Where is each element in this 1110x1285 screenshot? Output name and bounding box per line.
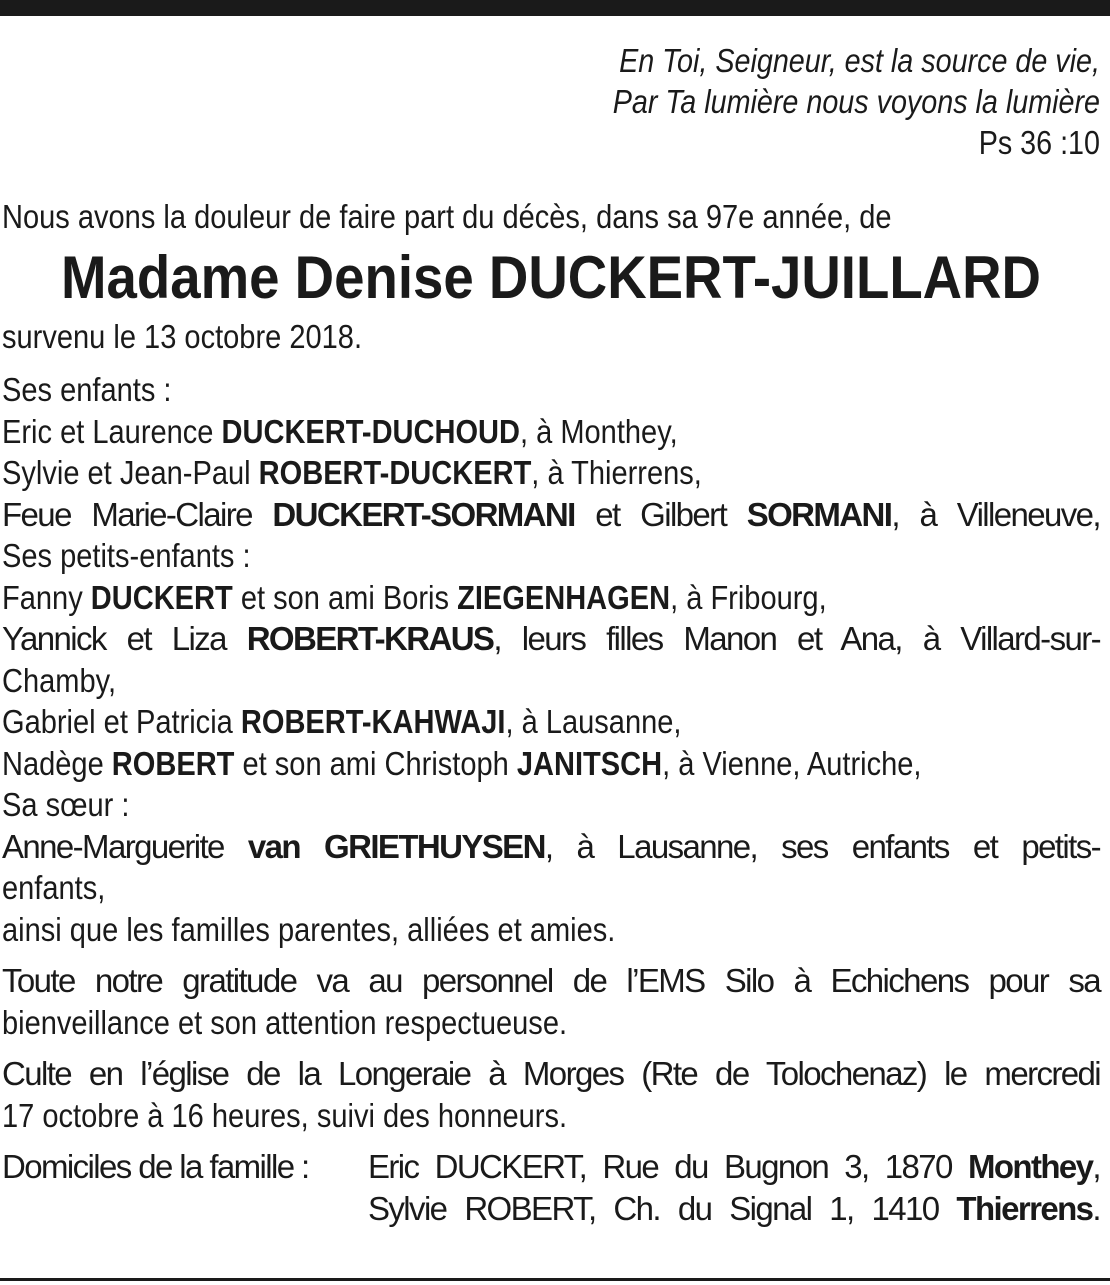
family-row: Fanny DUCKERT et son ami Boris ZIEGENHAGEN, à Fribourg, <box>2 578 827 616</box>
gratitude-line-2: bienveillance et son attention respectueuse. <box>2 1003 568 1041</box>
family-row-continuation: Chamby, <box>2 661 117 699</box>
obituary-notice <box>2 40 1100 1229</box>
family-row-continuation: enfants, <box>2 869 106 906</box>
bottom-rule <box>0 1278 1110 1281</box>
domiciles-label: Domiciles de la famille : <box>2 1148 309 1185</box>
verse-reference: Ps 36 :10 <box>978 124 1100 161</box>
grandchildren-heading: Ses petits-enfants : <box>2 537 251 574</box>
family-domiciles <box>2 1146 1100 1229</box>
top-rule <box>0 0 1110 16</box>
verse-line-1: En Toi, Seigneur, est la source de vie, <box>619 42 1100 79</box>
domicile-address: Sylvie ROBERT, Ch. du Signal 1, 1410 Thierrens. <box>368 1189 1100 1227</box>
family-row: Gabriel et Patricia ROBERT-KAHWAJI, à Lausanne, <box>2 703 682 740</box>
service-line-2: 17 octobre à 16 heures, suivi des honneurs. <box>2 1096 568 1134</box>
families-line: ainsi que les familles parentes, alliées et amies. <box>2 910 616 948</box>
deceased-name: Madame Denise DUCKERT-JUILLARD <box>61 243 1041 311</box>
children-heading: Ses enfants : <box>2 371 172 408</box>
domicile-address: Eric DUCKERT, Rue du Bugnon 3, 1870 Monthey, <box>368 1148 1100 1185</box>
service-line-1: Culte en l’église de la Longeraie à Morges (Rte de Tolochenaz) le mercredi <box>2 1055 1100 1092</box>
family-row: Anne-Marguerite van GRIETHUYSEN, à Lausanne, ses enfants et petits- <box>2 827 1100 865</box>
bible-verse <box>145 40 1100 163</box>
sister-heading: Sa sœur : <box>2 786 130 823</box>
verse-line-2: Par Ta lumière nous voyons la lumière <box>612 83 1100 120</box>
announcement: Nous avons la douleur de faire part du décès, dans sa 97e année, de <box>2 198 892 235</box>
domiciles-addresses <box>368 1146 1100 1229</box>
family-row: Nadège ROBERT et son ami Christoph JANITSCH, à Vienne, Autriche, <box>2 744 922 782</box>
gratitude-line-1: Toute notre gratitude va au personnel de l’EMS Silo à Echichens pour sa <box>2 962 1100 999</box>
family-row: Yannick et Liza ROBERT-KRAUS, leurs filles Manon et Ana, à Villard-sur- <box>2 620 1101 657</box>
family-row: Feue Marie-Claire DUCKERT-SORMANI et Gilbert SORMANI, à Villeneuve, <box>2 495 1101 533</box>
family-row: Sylvie et Jean-Paul ROBERT-DUCKERT, à Thierrens, <box>2 454 702 491</box>
date-line: survenu le 13 octobre 2018. <box>2 317 363 355</box>
family-row: Eric et Laurence DUCKERT-DUCHOUD, à Monthey, <box>2 412 678 450</box>
